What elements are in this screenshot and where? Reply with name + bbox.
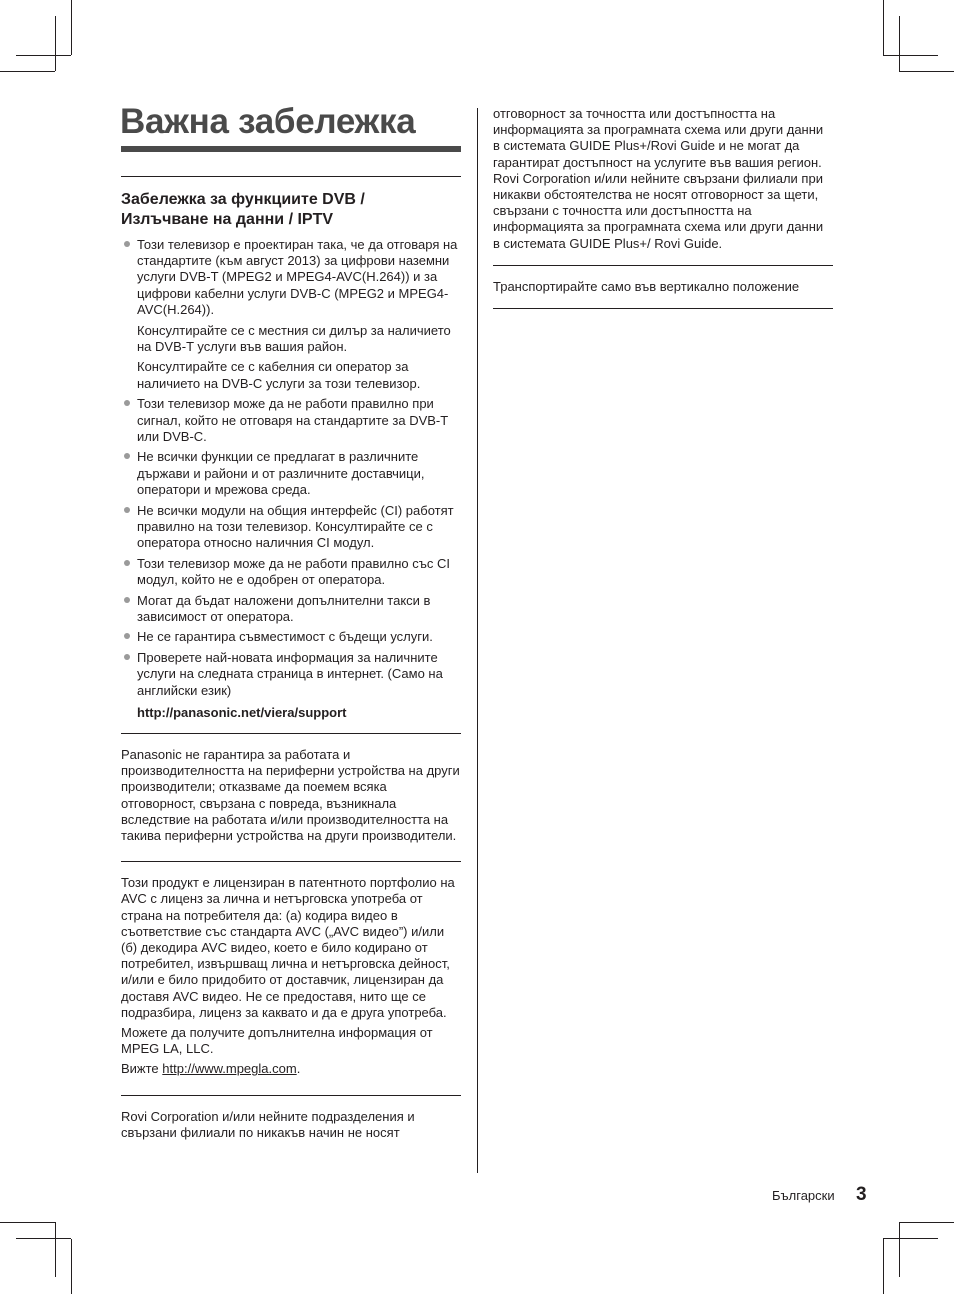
bullet-text: Не всички функции се предлагат в различните държави и райони и от различните доставчици, оператори и мрежова среда.	[137, 449, 425, 497]
support-url-link[interactable]: http://panasonic.net/viera/support	[137, 704, 347, 720]
avc-more-info: Можете да получите допълнителна информация от MPEG LA, LLC.	[121, 1025, 433, 1057]
bullet-text: Консултирайте се с местния си дилър за наличието на DVB-T услуги във вашия район.	[137, 322, 451, 354]
avc-license-text: Този продукт е лицензиран в патентното портфолио на AVC с лиценз за лична и нетърговска употреба от страна на потребителя да: (а) кодира видео в съответствие със стандарта AVC („AVC видео”) и/или (б) декодира AVC видео, което е било кодирано от потребител, извършващ лична и нетърговска дейност, и/или е било придобито от доставчик, лицензиран да доставя AVC видео. Не се предоставя, нито ще се подразбира, лиценз за каквато и да е друга употреба.	[121, 875, 455, 1020]
crop-mark	[0, 1222, 55, 1223]
panasonic-note: Panasonic не гарантира за работата и производителността на периферни устройства на други производители; отказваме да поемем всяка отговорност, свързана с повреда, възникнала вследствие на работата и/или производителността на такива периферни устройства на други производители.	[121, 746, 460, 843]
crop-mark	[71, 0, 72, 55]
crop-mark	[899, 16, 900, 71]
panasonic-note-block	[121, 734, 461, 861]
right-column	[493, 106, 833, 309]
dvb-section-heading	[121, 190, 461, 230]
avc-period: .	[296, 1061, 301, 1077]
crop-mark	[883, 55, 938, 56]
crop-mark	[899, 1222, 954, 1223]
bullet-dot-icon	[124, 453, 130, 459]
section-rule	[493, 265, 833, 266]
avc-see-line	[121, 1061, 461, 1077]
dvb-heading-line1: Забележка за функциите DVB /	[121, 191, 365, 208]
crop-mark	[55, 16, 56, 71]
crop-mark	[883, 1238, 938, 1239]
crop-mark	[55, 1222, 56, 1277]
crop-mark	[16, 55, 71, 56]
bullet-dot-icon	[124, 560, 130, 566]
bullet-text: Могат да бъдат наложени допълнителни такси в зависимост от оператора.	[137, 592, 431, 624]
bullet-text: Проверете най-новата информация за наличните услуги на следната страница в интернет. (Само на английски език)	[137, 650, 443, 698]
rovi-block-start	[121, 1096, 461, 1141]
rovi-text-part2: отговорност за точността или достъпността на информацията за програмната схема или други данни в системата GUIDE Plus+/Rovi Guide и не могат да гарантират достъпност на услугите във вашия регион. Rovi Corporation и/или нейните свързани филиали при никакви обстоятелства не носят отговорност за щети, свързани с точността или достъпността на информацията за програмната схема или други данни в системата GUIDE Plus+/ Rovi Guide.	[493, 106, 824, 251]
bullet-text: Не се гарантира съвместимост с бъдещи услуги.	[137, 629, 433, 645]
avc-see-label: Вижте	[121, 1061, 159, 1077]
crop-mark	[0, 71, 55, 72]
page-number: 3	[856, 1184, 867, 1205]
section-rule	[493, 308, 833, 309]
page-title: Важна забележка	[120, 102, 416, 141]
bullet-text: Този телевизор може да не работи правилно при сигнал, който не отговаря на стандартите за DVB-T или DVB-C.	[137, 396, 448, 444]
bullet-text: Не всички модули на общия интерфейс (CI) работят правилно на този телевизор. Консултирайте се с оператора относно наличния CI модул.	[137, 502, 454, 550]
bullet-text: Този телевизор е проектиран така, че да отговаря на стандартите (към август 2013) за цифрови наземни услуги DVB-T (MPEG2 и MPEG4-AVC(H.264)) и за цифрови кабелни услуги DVB-C (MPEG2 и MPEG4-AVC(H.264)).	[137, 237, 458, 317]
bullet-dot-icon	[124, 507, 130, 513]
crop-mark	[883, 1239, 884, 1294]
list-item	[121, 503, 461, 552]
footer-language: Български	[772, 1188, 835, 1203]
list-item	[121, 237, 461, 392]
dvb-bullet-list	[121, 237, 461, 699]
list-item	[121, 449, 461, 498]
list-item	[121, 593, 461, 625]
title-underline	[121, 146, 461, 152]
bullet-dot-icon	[124, 654, 130, 660]
bullet-text: Консултирайте се с кабелния си оператор за наличието на DVB-C услуги за този телевизор.	[137, 359, 421, 391]
list-item	[121, 629, 461, 645]
list-item	[121, 650, 461, 699]
dvb-heading-line2: Излъчване на данни / IPTV	[121, 211, 334, 228]
mpegla-link[interactable]: http://www.mpegla.com	[162, 1061, 297, 1077]
crop-mark	[899, 1222, 900, 1277]
bullet-dot-icon	[124, 241, 130, 247]
transport-note: Транспортирайте само във вертикално положение	[493, 278, 800, 294]
list-item	[121, 556, 461, 588]
bullet-dot-icon	[124, 400, 130, 406]
crop-mark	[71, 1239, 72, 1294]
rovi-text-part1: Rovi Corporation и/или нейните подразделения и свързани филиали по никакъв начин не носят	[121, 1108, 415, 1140]
left-column	[121, 176, 461, 1145]
column-divider	[477, 108, 478, 1173]
list-item	[121, 396, 461, 445]
bullet-dot-icon	[124, 633, 130, 639]
crop-mark	[899, 71, 954, 72]
bullet-dot-icon	[124, 597, 130, 603]
crop-mark	[16, 1238, 71, 1239]
section-rule	[121, 176, 461, 177]
crop-mark	[883, 0, 884, 55]
avc-license-block	[121, 862, 461, 1094]
bullet-text: Този телевизор може да не работи правилно със CI модул, който не е одобрен от оператора.	[137, 555, 451, 587]
